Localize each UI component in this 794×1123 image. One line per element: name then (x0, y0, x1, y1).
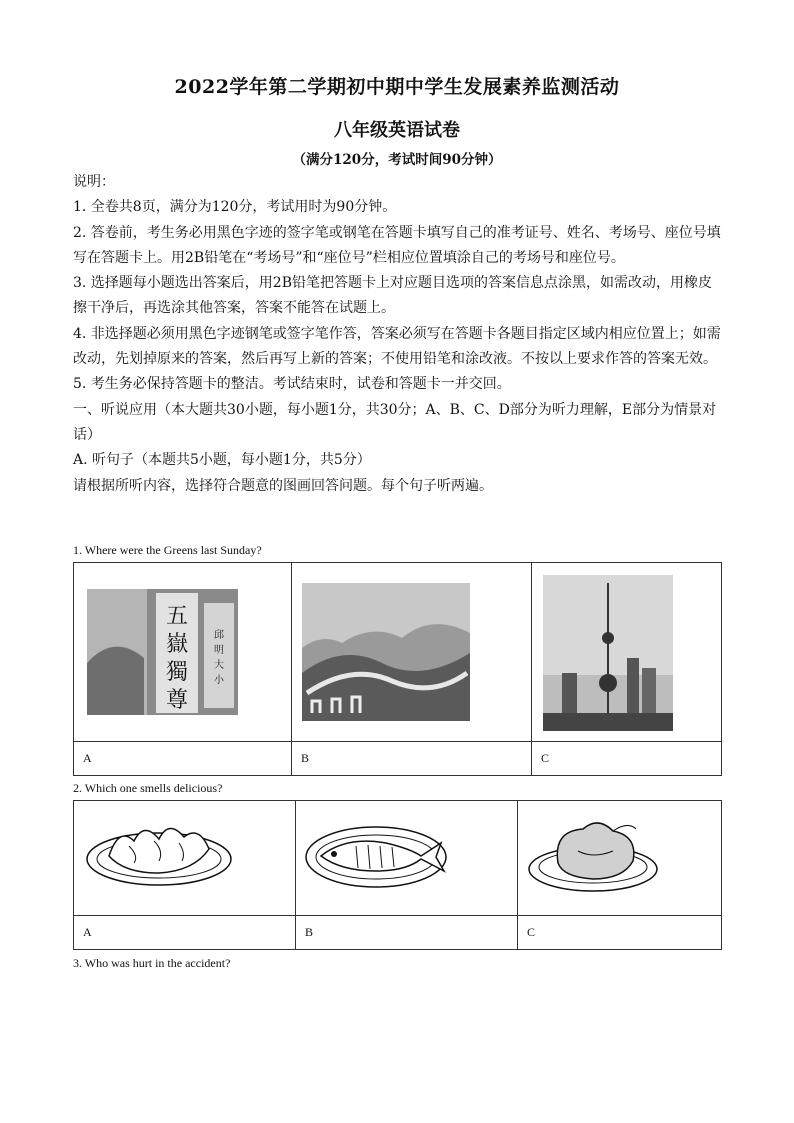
option-a-label[interactable]: A (74, 742, 292, 776)
part-a-heading: A. 听句子（本题共5小题，每小题1分，共5分） (73, 452, 371, 469)
salad-plate-drawing (74, 801, 296, 915)
great-wall-photo (292, 563, 532, 741)
instructions-block (73, 170, 723, 499)
option-a-image[interactable] (74, 801, 296, 916)
inscription-char-1: 五 (165, 604, 189, 629)
inscription-char-2: 嶽 (165, 632, 189, 657)
exam-subtitle: 八年级英语试卷 (334, 120, 460, 141)
small-inscription-1: 邱 (214, 630, 224, 641)
question-1-options (73, 562, 722, 776)
question-3-text: 3. Who was hurt in the accident? (73, 956, 231, 970)
option-a-label[interactable]: A (74, 916, 296, 950)
option-c-label[interactable]: C (532, 742, 722, 776)
option-c-label[interactable]: C (518, 916, 722, 950)
small-inscription-3: 大 (214, 660, 224, 671)
instruction-item-4: 4. 非选择题必须用黑色字迹钢笔或签字笔作答，答案必须写在答题卡各题目指定区域内相应位置上；如需改动，先划掉原来的答案，然后再写上新的答案；不使用铅笔和涂改液。不按以上要求作答的答案无效。 (73, 325, 721, 368)
exam-title: 2022学年第二学期初中期中学生发展素养监测活动 (174, 76, 620, 98)
instruction-item-2: 2. 答卷前，考生务必用黑色字迹的签字笔或钢笔在答题卡填写自己的准考证号、姓名、考场号、座位号填写在答题卡上。用2B铅笔在“考场号”和“座位号”栏相应位置填涂自己的考场号和座位号。 (73, 224, 721, 266)
tv-tower-skyline-photo (532, 563, 722, 741)
small-inscription-4: 小 (214, 675, 224, 686)
inscription-char-3: 獨 (165, 660, 189, 685)
option-c-image[interactable] (532, 563, 722, 742)
mountain-calligraphy-photo (74, 563, 292, 741)
instructions-heading: 说明： (73, 174, 115, 190)
option-b-label[interactable]: B (296, 916, 518, 950)
question-2-options (73, 800, 722, 950)
roast-chicken-plate-drawing (518, 801, 722, 915)
option-a-image[interactable] (74, 563, 292, 742)
option-b-label[interactable]: B (292, 742, 532, 776)
option-b-image[interactable] (292, 563, 532, 742)
fish-plate-drawing (296, 801, 518, 915)
part-a-directions: 请根据所听内容，选择符合题意的图画回答问题。每个句子听两遍。 (73, 477, 493, 494)
section-heading: 一、听说应用（本大题共30小题，每小题1分，共30分；A、B、C、D部分为听力理解，E部分为情景对话） (73, 401, 717, 443)
option-c-image[interactable] (518, 801, 722, 916)
inscription-char-4: 尊 (165, 688, 189, 713)
question-2-text: 2. Which one smells delicious? (73, 781, 223, 795)
small-inscription-2: 明 (214, 645, 224, 656)
instruction-item-1: 1. 全卷共8页，满分为120分，考试用时为90分钟。 (73, 199, 397, 216)
option-b-image[interactable] (296, 801, 518, 916)
instruction-item-5: 5. 考生务必保持答题卡的整洁。考试结束时，试卷和答题卡一并交回。 (73, 376, 511, 393)
question-1-text: 1. Where were the Greens last Sunday? (73, 543, 262, 557)
score-note: （满分120分，考试时间90分钟） (292, 152, 502, 168)
instruction-item-3: 3. 选择题每小题选出答案后，用2B铅笔把答题卡上对应题目选项的答案信息点涂黑，如需改动，用橡皮擦干净后，再选涂其他答案，答案不能答在试题上。 (73, 275, 713, 317)
